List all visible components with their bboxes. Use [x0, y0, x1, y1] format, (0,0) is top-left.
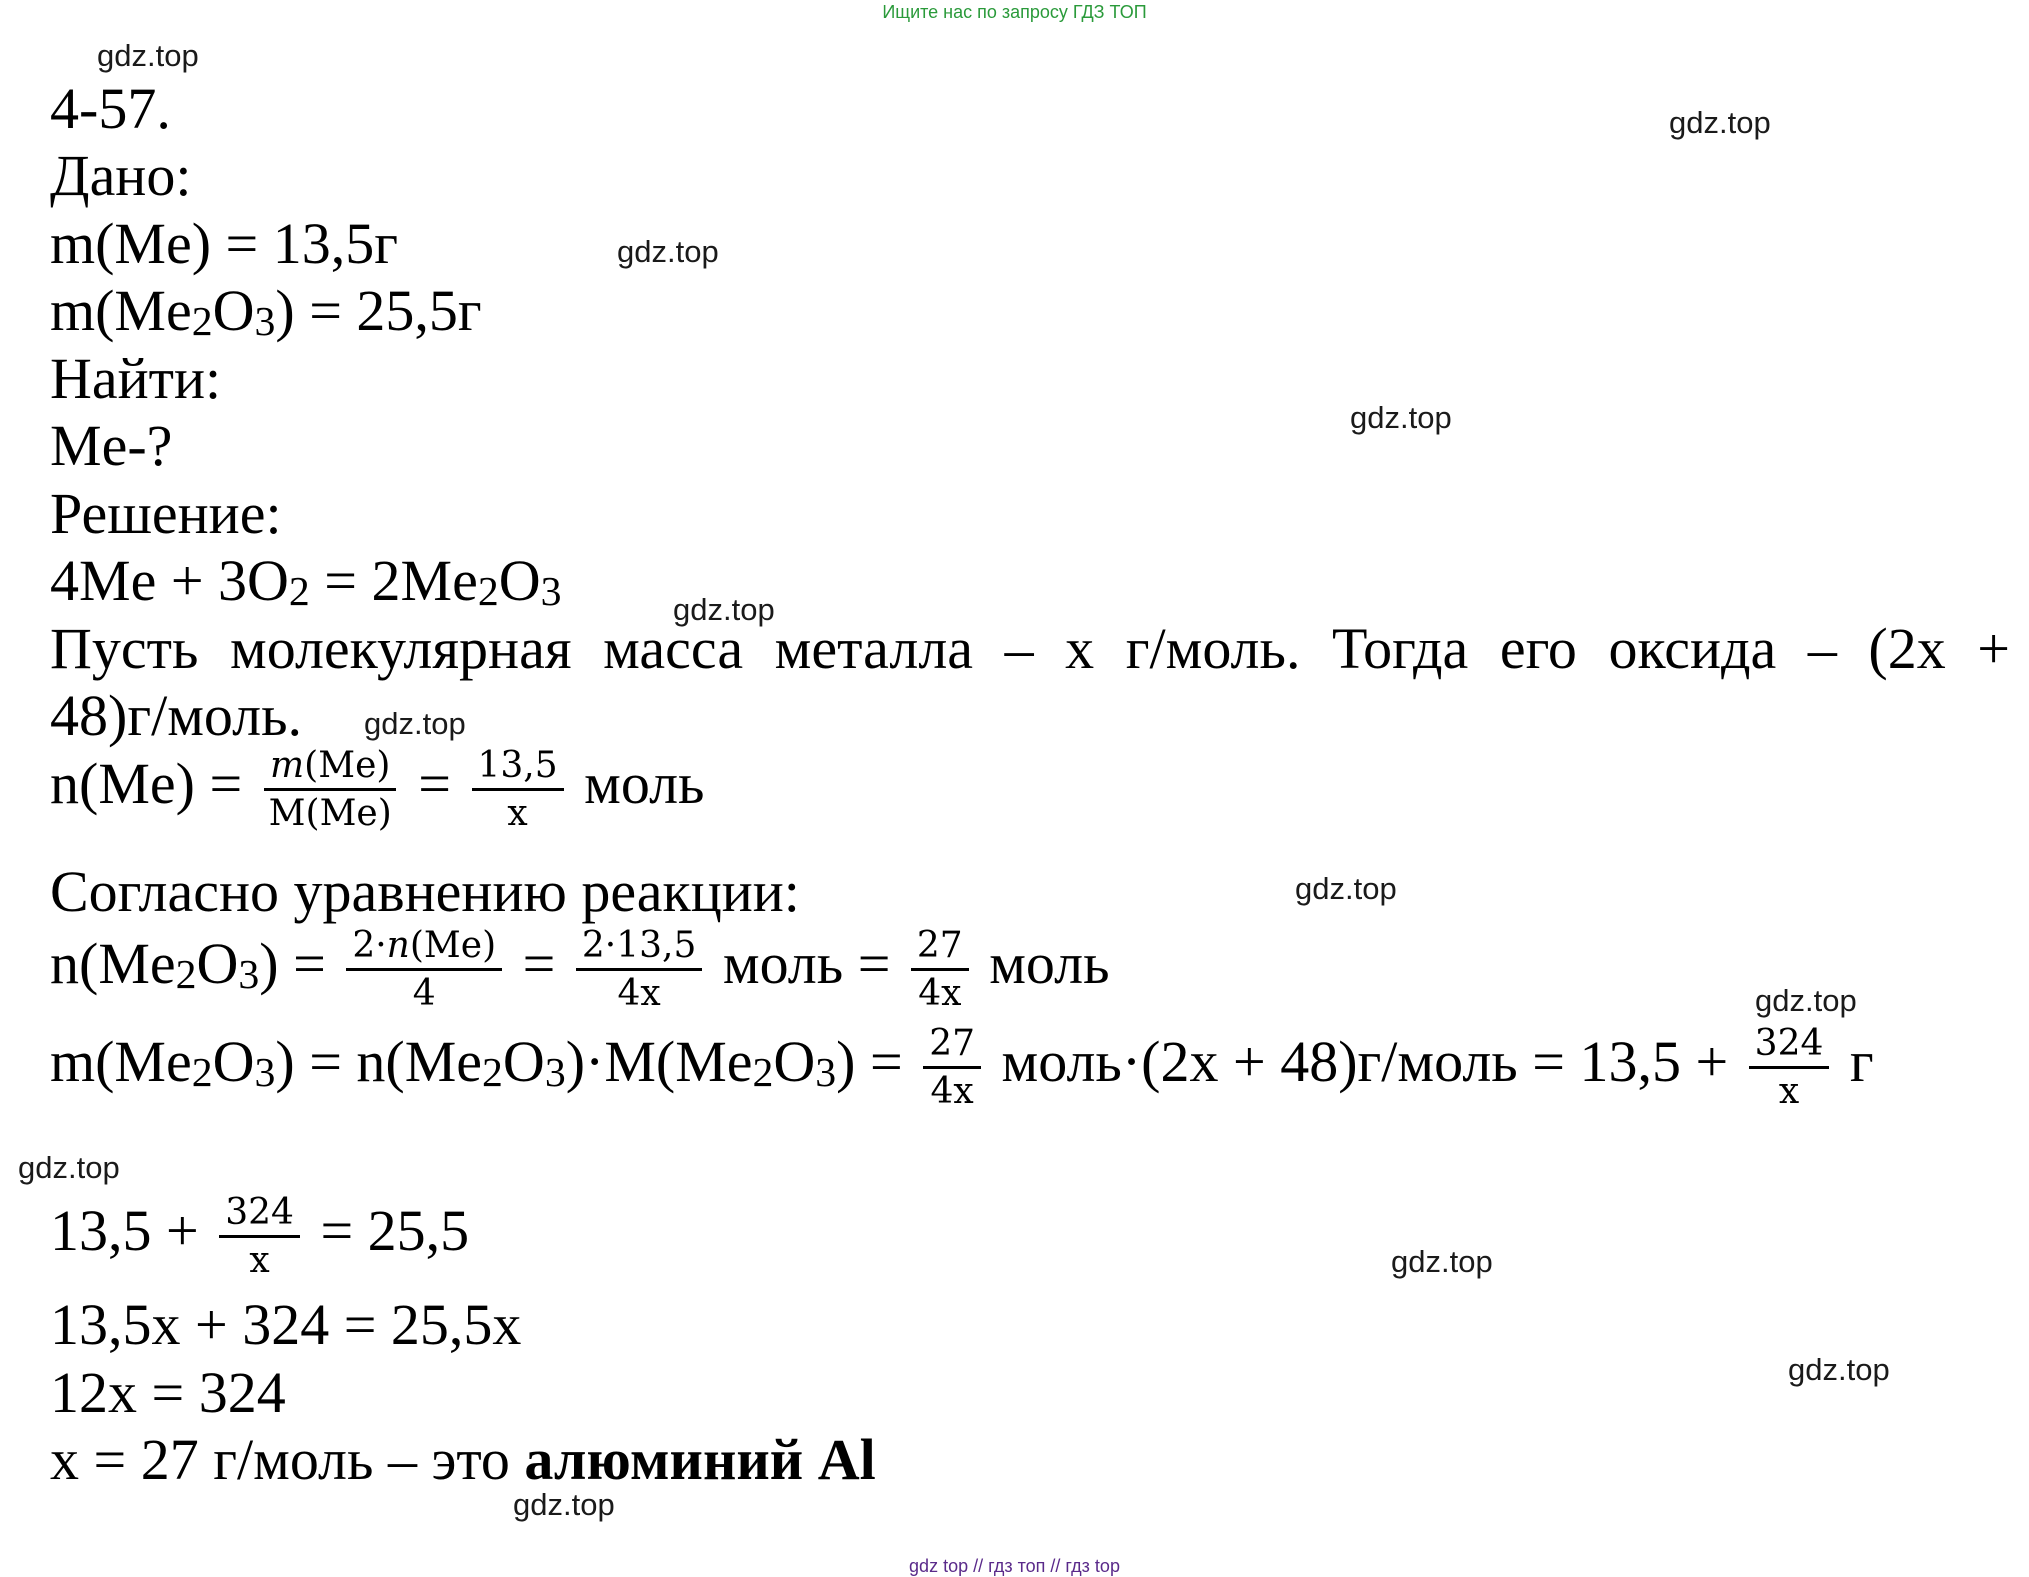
watermark: gdz.top: [1755, 983, 1857, 1018]
watermark: gdz.top: [1788, 1352, 1890, 1387]
watermark: gdz.top: [1669, 105, 1771, 140]
given-label: Дано:: [50, 143, 192, 208]
reaction-equation: $4Me + 3O_2 = 2Me_2O_3$: [50, 548, 562, 615]
assumption-text-line-1: Пусть молекулярная масса металла – х г/моль. Тогда его оксида – (2х +: [50, 616, 2010, 681]
fraction: $\frac{m(Me)}{M(Me)}$: [263, 745, 398, 835]
equation-m-oxide: $m(Me_2O_3) = n(Me_2O_3)\cdot M(Me_2O_3)$ = $\frac{27}{4x}$ моль·(2х + 48)г/моль = 13,5 + $\frac{324}{x}$ г: [50, 1023, 1874, 1113]
fraction: $\frac{324}{x}$: [219, 1192, 300, 1282]
fraction: $\frac{13,5}{x}$: [472, 745, 564, 835]
watermark: gdz.top: [1391, 1244, 1493, 1279]
given-mass-oxide: $m(Me_2O_3) = 25,5г$: [50, 278, 482, 345]
equation-solve-1: 13,5 + $\frac{324}{x}$ = 25,5: [50, 1192, 470, 1282]
watermark: gdz.top: [364, 706, 466, 741]
find-value: Me-?: [50, 413, 173, 478]
watermark: gdz.top: [1350, 400, 1452, 435]
equation-n-metal: n(Me) = $\frac{m(Me)}{M(Me)}$ = $\frac{13,5}{x}$ моль: [50, 745, 705, 835]
answer: х = 27 г/моль – это алюминий Al: [50, 1427, 876, 1492]
assumption-text-line-2: 48)г/моль.: [50, 683, 303, 748]
given-mass-metal: m(Me) = 13,5г: [50, 211, 399, 276]
watermark: gdz.top: [673, 592, 775, 627]
problem-number: 4-57.: [50, 76, 171, 141]
equation-solve-2: 13,5х + 324 = 25,5х: [50, 1292, 522, 1357]
fraction: $\frac{2\cdot 13,5}{4x}$: [576, 925, 703, 1015]
fraction: $\frac{27}{4x}$: [923, 1023, 981, 1113]
find-label: Найти:: [50, 346, 222, 411]
equation-n-oxide: $n(Me_2O_3)$ = $\frac{2\cdot n(Me)}{4}$ = $\frac{2\cdot 13,5}{4x}$ моль = $\frac{27}{4x}$ моль: [50, 925, 1110, 1015]
watermark: gdz.top: [1295, 871, 1397, 906]
watermark: gdz.top: [18, 1150, 120, 1185]
according-to-reaction: Согласно уравнению реакции:: [50, 859, 800, 924]
fraction: $\frac{27}{4x}$: [911, 925, 969, 1015]
fraction: $\frac{324}{x}$: [1749, 1023, 1830, 1113]
top-banner[interactable]: Ищите нас по запросу ГДЗ ТОП: [882, 2, 1147, 22]
watermark: gdz.top: [513, 1487, 615, 1522]
solution-label: Решение:: [50, 481, 282, 546]
equation-solve-3: 12х = 324: [50, 1360, 286, 1425]
footer-links[interactable]: gdz top // гдз топ // гдз top: [909, 1556, 1120, 1576]
watermark: gdz.top: [97, 38, 199, 73]
watermark: gdz.top: [617, 234, 719, 269]
fraction: $\frac{2\cdot n(Me)}{4}$: [346, 925, 502, 1015]
